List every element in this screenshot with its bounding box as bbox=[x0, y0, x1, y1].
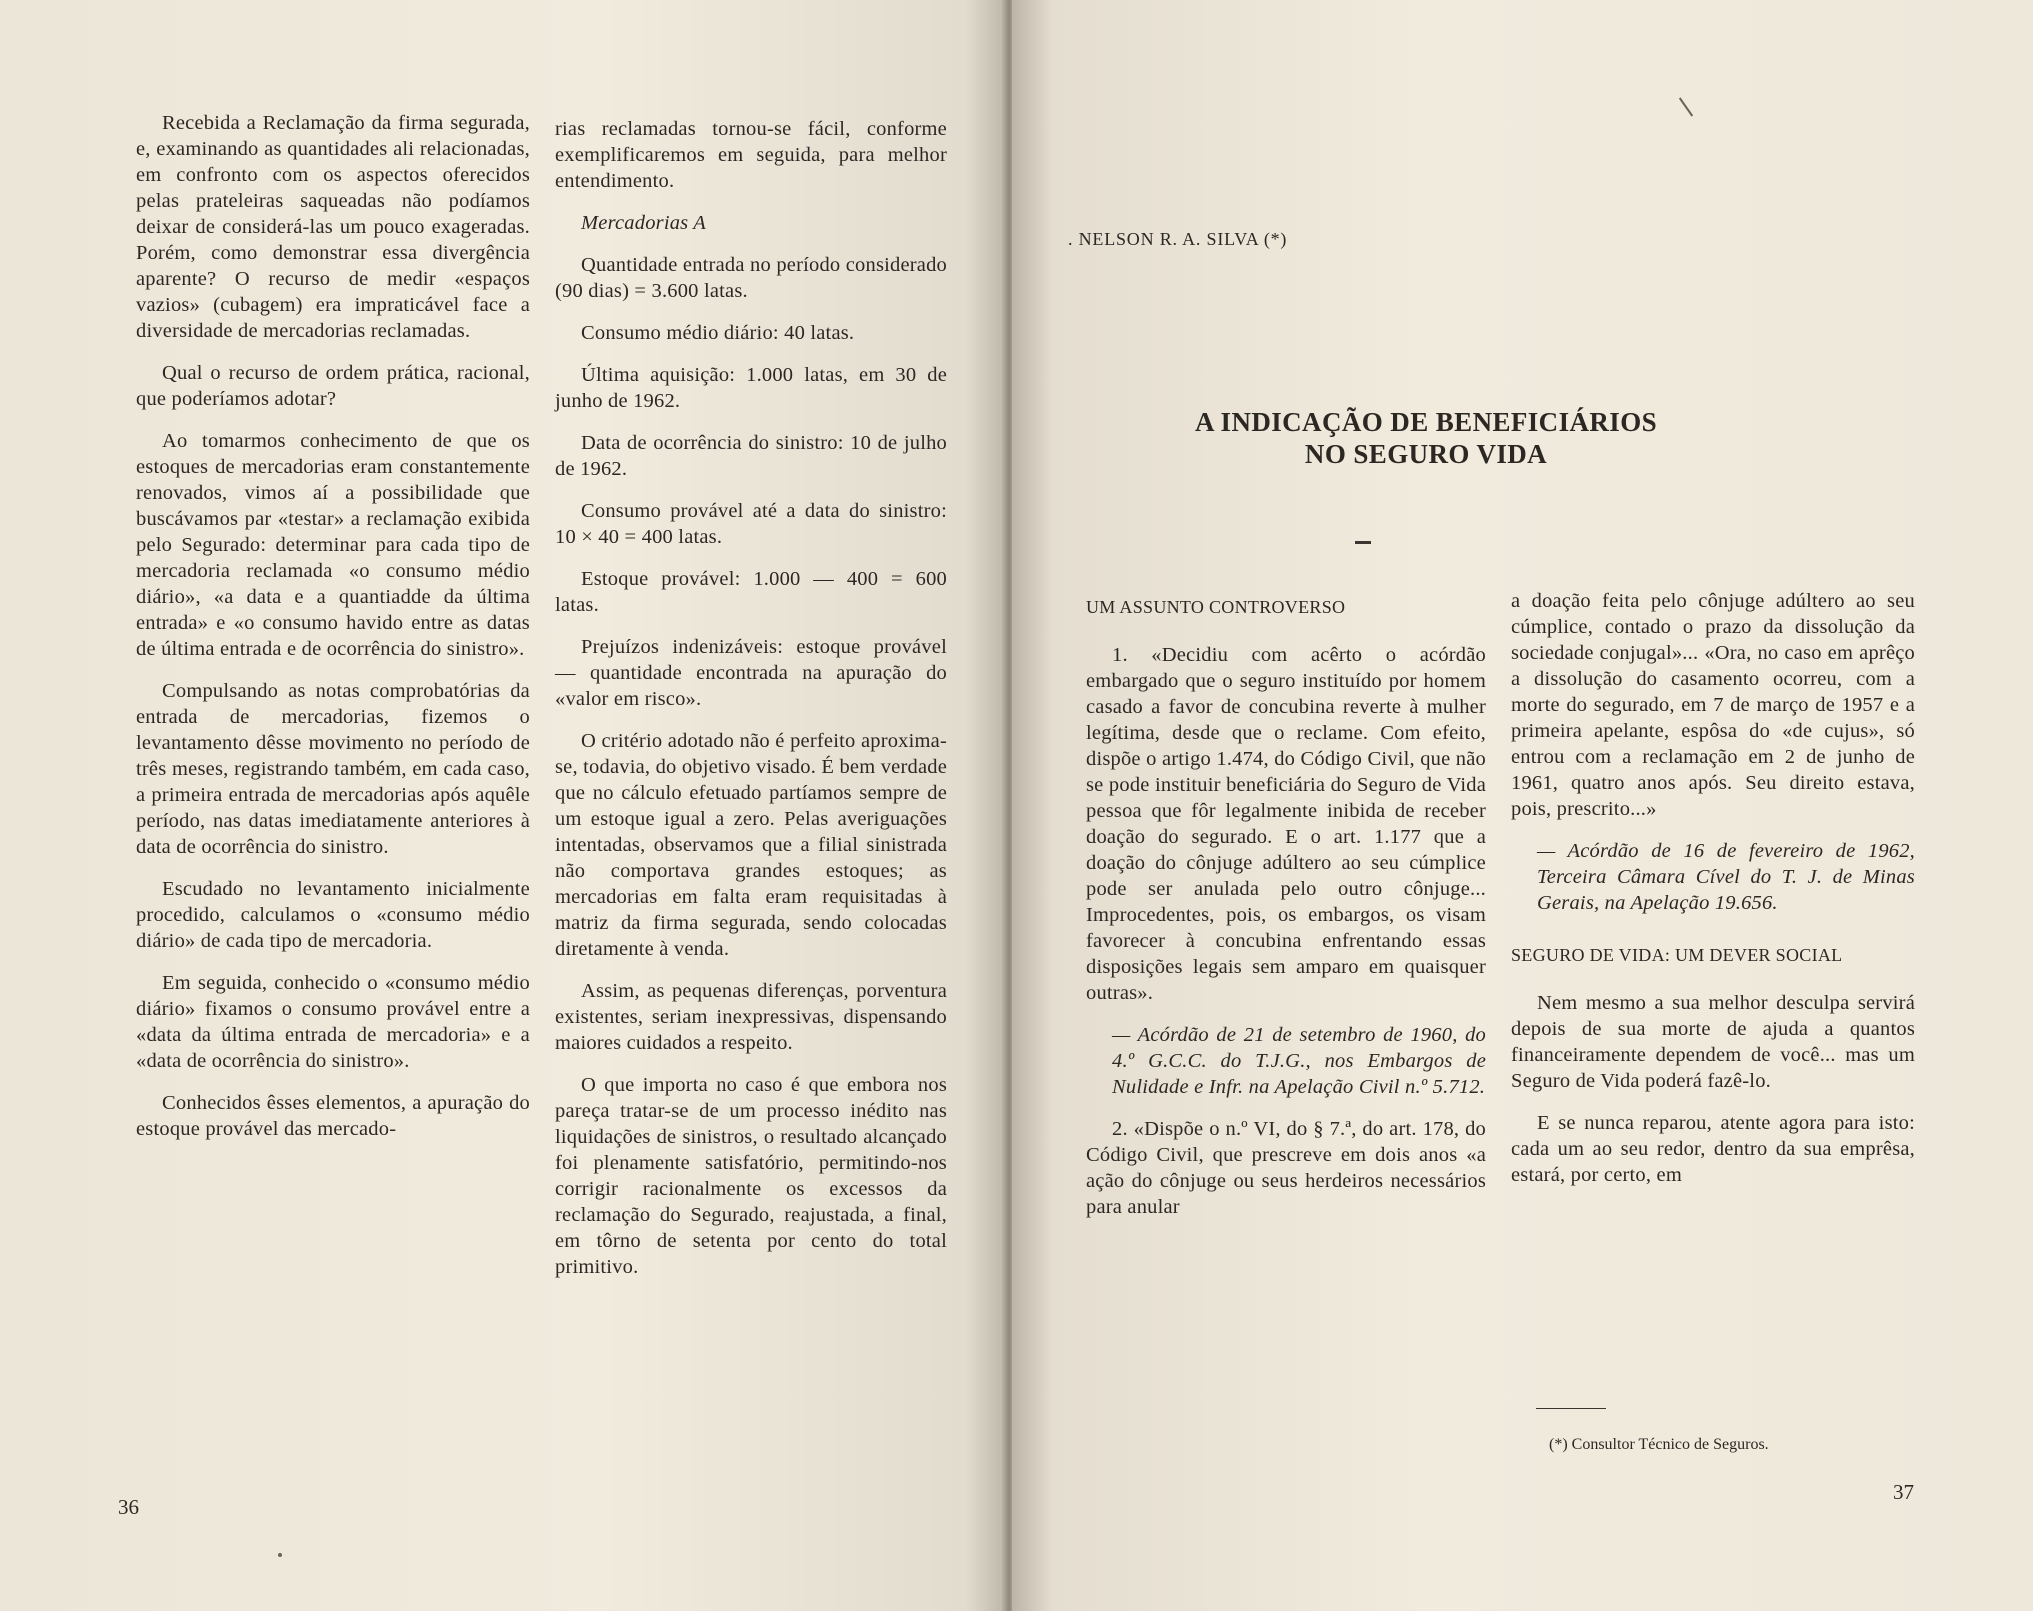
title-line: A INDICAÇÃO DE BENEFICIÁRIOS bbox=[1194, 407, 1658, 437]
footnote: (*) Consultor Técnico de Seguros. bbox=[1549, 1436, 1769, 1453]
paragraph: Consumo provável até a data do sinistro: 10 × 40 = 400 latas. bbox=[555, 500, 947, 548]
paragraph: Nem mesmo a sua melhor desculpa servirá depois de sua morte de ajuda a quantos financeiramente dependem de você... mas um Seguro de Vida poderá fazê-lo. bbox=[1511, 992, 1915, 1092]
left-column-1 bbox=[136, 110, 530, 1158]
section-heading: SEGURO DE VIDA: UM DEVER SOCIAL bbox=[1511, 945, 1843, 965]
paragraph: Conhecidos êsses elementos, a apuração do estoque provável das mercado- bbox=[136, 1092, 530, 1140]
paragraph: Data de ocorrência do sinistro: 10 de julho de 1962. bbox=[555, 432, 947, 480]
paragraph: O critério adotado não é perfeito aproxima-se, todavia, do objetivo visado. É bem verdade que no cálculo efetuado partíamos sempre de um estoque igual a zero. Pelas averiguações intentadas, observamos que a filial sinistrada não comportava grandes estoques; as mercadorias em falta eram requisitadas à matriz da firma segurada, sendo colocadas diretamente à venda. bbox=[555, 730, 947, 960]
paragraph: rias reclamadas tornou-se fácil, conforme exemplificaremos em seguida, para melhor entendimento. bbox=[555, 118, 947, 192]
title-line: NO SEGURO VIDA bbox=[1304, 439, 1548, 469]
paragraph: Ao tomarmos conhecimento de que os estoques de mercadorias eram constantemente renovados, vimos aí a possibilidade que buscávamos par «testar» a reclamação exibida pelo Segurado: determinar para cada tipo de mercadoria reclamada «o consumo médio diário», «a data e a quantiadde da última entrada» e «o consumo havido entre as datas de última entrada e de ocorrência do sinistro». bbox=[136, 430, 530, 660]
paragraph: 1. «Decidiu com acêrto o acórdão embargado que o seguro instituído por homem casado a favor de concubina reverte à mulher legítima, desde que o reclame. Com efeito, dispõe o artigo 1.474, do Código Civil, que não se pode instituir beneficiária do Seguro de Vida pessoa que fôr legalmente inibida de receber doação do segurado. E o art. 1.177 que a doação do cônjuge adúltero ao seu cúmplice pode ser anulada pelo outro cônjuge... Improcedentes, pois, os embargos, os visam favorecer à concubina enfrentando essas disposições legais sem amparo em quaisquer outras». bbox=[1086, 644, 1486, 1004]
paragraph: Em seguida, conhecido o «consumo médio diário» fixamos o consumo provável entre a «data da última entrada de mercadoria» e a «data de ocorrência do sinistro». bbox=[136, 972, 530, 1072]
paragraph: Recebida a Reclamação da firma segurada, e, examinando as quantidades ali relacionadas, em confronto com os aspectos oferecidos pelas prateleiras saqueadas não podíamos deixar de considerá-las um pouco exageradas. Porém, como demonstrar essa divergência aparente? O recurso de medir «espaços vazios» (cubagem) era impraticável face a diversidade de mercadorias reclamadas. bbox=[136, 112, 530, 342]
right-column-2 bbox=[1511, 588, 1915, 1204]
paragraph: Compulsando as notas comprobatórias da entrada de mercadorias, fizemos o levantamento dêsse movimento no período de três meses, registrando também, em cada caso, a primeira entrada de mercadorias após aquêle período, nas datas imediatamente anteriores à data de ocorrência do sinistro. bbox=[136, 680, 530, 858]
paragraph: Consumo médio diário: 40 latas. bbox=[581, 322, 855, 344]
footnote-rule bbox=[1536, 1408, 1606, 1409]
paragraph: Assim, as pequenas diferenças, porventura existentes, seriam inexpressivas, dispensando maiores cuidados a respeito. bbox=[555, 980, 947, 1054]
subheading: Mercadorias A bbox=[581, 212, 707, 234]
left-page bbox=[0, 0, 1006, 1611]
ink-speck bbox=[278, 1553, 282, 1557]
title-divider bbox=[1355, 541, 1371, 544]
paragraph: Qual o recurso de ordem prática, racional, que poderíamos adotar? bbox=[136, 362, 530, 410]
paragraph: Última aquisição: 1.000 latas, em 30 de junho de 1962. bbox=[555, 364, 947, 412]
page-number: 36 bbox=[118, 1495, 139, 1519]
author-byline: . NELSON R. A. SILVA (*) bbox=[1068, 229, 1288, 249]
paragraph: E se nunca reparou, atente agora para isto: cada um ao seu redor, dentro da sua emprêsa, estará, por certo, em bbox=[1511, 1112, 1915, 1186]
paragraph: Prejuízos indenizáveis: estoque provável — quantidade encontrada na apuração do «valor em risco». bbox=[555, 636, 947, 710]
citation: — Acórdão de 21 de setembro de 1960, do 4.º G.C.C. do T.J.G., nos Embargos de Nulidade e Infr. na Apelação Civil n.º 5.712. bbox=[1112, 1024, 1486, 1098]
page-number: 37 bbox=[1893, 1480, 1914, 1504]
paragraph: 2. «Dispõe o n.º VI, do § 7.ª, do art. 178, do Código Civil, que prescreve em dois anos «a ação do cônjuge ou seus herdeiros necessários para anular bbox=[1086, 1118, 1486, 1218]
paragraph: Quantidade entrada no período considerado (90 dias) = 3.600 latas. bbox=[555, 254, 947, 302]
citation: — Acórdão de 16 de fevereiro de 1962, Terceira Câmara Cível do T. J. de Minas Gerais, na Apelação 19.656. bbox=[1537, 840, 1915, 914]
left-column-2 bbox=[555, 116, 947, 1296]
section-heading: UM ASSUNTO CONTROVERSO bbox=[1086, 597, 1346, 617]
paragraph: a doação feita pelo cônjuge adúltero ao seu cúmplice, contado o prazo da dissolução da sociedade conjugal»... «Ora, no caso em aprêço a dissolução do casamento ocorreu, com a morte do segurado, em 7 de março de 1957 e a primeira apelante, espôsa do «de cujus», só entrou com a reclamação em 2 de junho de 1961, quatro anos após. Seu direito estava, pois, prescrito...» bbox=[1511, 590, 1915, 820]
right-column-1 bbox=[1086, 594, 1486, 1236]
paragraph: O que importa no caso é que embora nos pareça tratar-se de um processo inédito nas liquidações de sinistros, o resultado alcançado foi plenamente satisfatório, permitindo-nos corrigir racionalmente os excessos da reclamação do Segurado, reajustada, a final, em tôrno de setenta por cento do total primitivo. bbox=[555, 1074, 947, 1278]
paragraph: Escudado no levantamento inicialmente procedido, calculamos o «consumo médio diário» de cada tipo de mercadoria. bbox=[136, 878, 530, 952]
article-title bbox=[1146, 406, 1706, 470]
paragraph: Estoque provável: 1.000 — 400 = 600 latas. bbox=[555, 568, 947, 616]
